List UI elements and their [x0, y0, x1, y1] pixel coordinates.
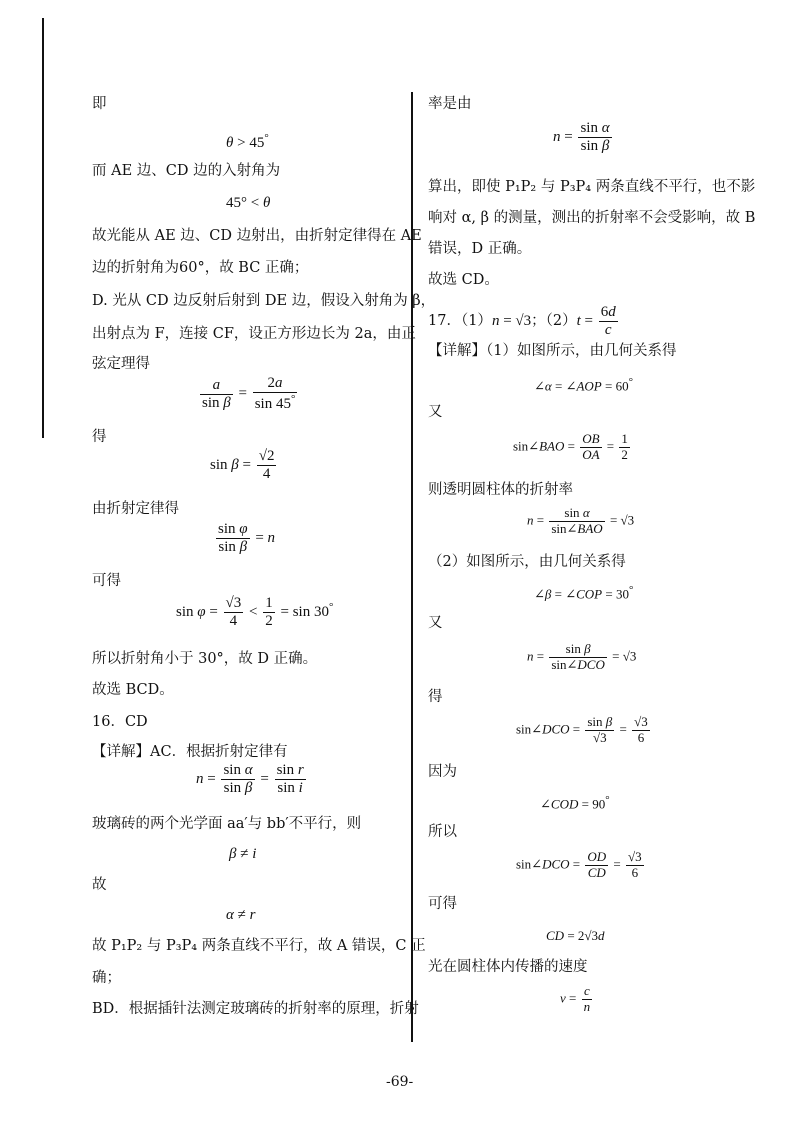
left-line-7: 弦定理得 [92, 356, 150, 372]
right-line-3: 响对 α, β 的测量，测出的折射率不会受影响，故 B [428, 210, 756, 226]
formula-sin-phi: sin φ = $\frac{√3}{4}$ < $\frac{1}{2}$ = sin 30° [176, 595, 334, 630]
left-line-8: 得 [92, 429, 107, 445]
left-line-6: 出射点为 F，连接 CF，设正方形边长为 2a，由正 [92, 326, 416, 342]
formula-sin-dco-b: sin∠DCO = $\frac{OD}{CD}$ = $\frac{√3}{6}$ [516, 849, 642, 880]
left-line-18: 确； [92, 970, 121, 986]
formula-refraction-ratio: $\frac{\text{sin φ}}{\text{sin β}}$ = n [218, 521, 276, 556]
right-line-15: 可得 [428, 896, 457, 912]
left-line-3: 故光能从 AE 边、CD 边射出，由折射定律得在 AE [92, 228, 422, 244]
right-line-10: （2）如图所示，由几何关系得 [428, 554, 626, 570]
right-line-4: 错误，D 正确。 [428, 241, 532, 257]
formula-n-sqrt3-a: n = $\frac{\text{sin α}}{\text{sin∠BAO}}$ = √3 [527, 505, 635, 536]
formula-angle-alpha: ∠α = ∠AOP = 60° [534, 376, 633, 394]
left-line-12: 故选 BCD。 [92, 682, 174, 698]
answer-17-part2: t = $\frac{6d}{c}$ [576, 304, 616, 339]
left-line-13: 16．CD [92, 714, 148, 730]
formula-n-sqrt3-b: n = $\frac{\text{sin β}}{\text{sin∠DCO}}$ = √3 [527, 641, 637, 672]
formula-alpha-ne-r: α ≠ r [226, 907, 256, 923]
right-line-7: 【详解】（1）如图所示，由几何关系得 [428, 343, 677, 359]
formula-45-lt-theta: 45° < θ [226, 195, 271, 211]
right-line-9: 则透明圆柱体的折射率 [428, 482, 573, 498]
right-line-5: 故选 CD。 [428, 272, 499, 288]
formula-cd: CD = 2√3d [546, 928, 605, 943]
answer-17-part1: n = √3 [491, 313, 532, 330]
right-line-2: 算出，即使 P₁P₂ 与 P₃P₄ 两条直线不平行，也不影 [428, 179, 756, 195]
formula-sin-beta: sin β = $\frac{√2}{4}$ [210, 448, 275, 483]
right-line-8: 又 [428, 404, 443, 420]
formula-angle-beta: ∠β = ∠COP = 30° [534, 584, 634, 602]
right-line-1: 率是由 [428, 96, 472, 112]
page-number: -69- [386, 1074, 414, 1090]
answer-17-prefix: 17．（1） [428, 313, 492, 330]
right-line-12: 得 [428, 689, 443, 705]
right-line-16: 光在圆柱体内传播的速度 [428, 959, 588, 975]
formula-sine-law: $\frac{a}{\text{sin β}}$ = $\frac{2a}{\sin 45^\circ}$ [202, 375, 296, 413]
right-line-14: 所以 [428, 824, 457, 840]
left-line-19: BD．根据插针法测定玻璃砖的折射率的原理，折射 [92, 1001, 419, 1017]
left-line-17: 故 P₁P₂ 与 P₃P₄ 两条直线不平行，故 A 错误，C 正 [92, 938, 426, 954]
left-line-2: 而 AE 边、CD 边的入射角为 [92, 163, 281, 179]
right-line-13: 因为 [428, 764, 457, 780]
left-line-14: 【详解】AC．根据折射定律有 [92, 744, 288, 760]
formula-velocity: v = $\frac{c}{n}$ [560, 983, 591, 1014]
formula-n-sinalpha-sinbeta: n = $\frac{\text{sin α}}{\text{sin β}}$ [553, 120, 610, 155]
answer-17 [428, 304, 620, 340]
left-border-line [42, 18, 44, 438]
left-line-9: 由折射定律得 [92, 501, 179, 517]
answer-17-sep: ；（2） [531, 313, 577, 330]
formula-beta-ne-i: β ≠ i [229, 846, 257, 862]
formula-sin-bao: sin∠BAO = $\frac{OB}{OA}$ = $\frac{1}{2}$ [513, 431, 628, 462]
formula-n-sin-ratio: n = $\frac{\text{sin α}}{\text{sin β}}$ = $\frac{\text{sin r}}{\text{sin i}}$ [196, 762, 304, 797]
left-line-4: 边的折射角为60°，故 BC 正确； [92, 260, 309, 276]
formula-theta-gt-45: θ > 45° [226, 132, 269, 151]
right-line-11: 又 [428, 615, 443, 631]
left-line-15: 玻璃砖的两个光学面 aa′与 bb′不平行，则 [92, 816, 362, 832]
left-line-5: D. 光从 CD 边反射后射到 DE 边，假设入射角为 β， [92, 293, 436, 309]
formula-sin-dco-a: sin∠DCO = $\frac{\text{sin β}}{√3}$ = $\frac{√3}{6}$ [516, 714, 648, 745]
left-line-1: 即 [92, 96, 107, 112]
left-line-11: 所以折射角小于 30°，故 D 正确。 [92, 651, 318, 667]
left-line-16: 故 [92, 877, 107, 893]
left-line-10: 可得 [92, 573, 121, 589]
formula-angle-cod: ∠COD = 90° [540, 794, 610, 812]
